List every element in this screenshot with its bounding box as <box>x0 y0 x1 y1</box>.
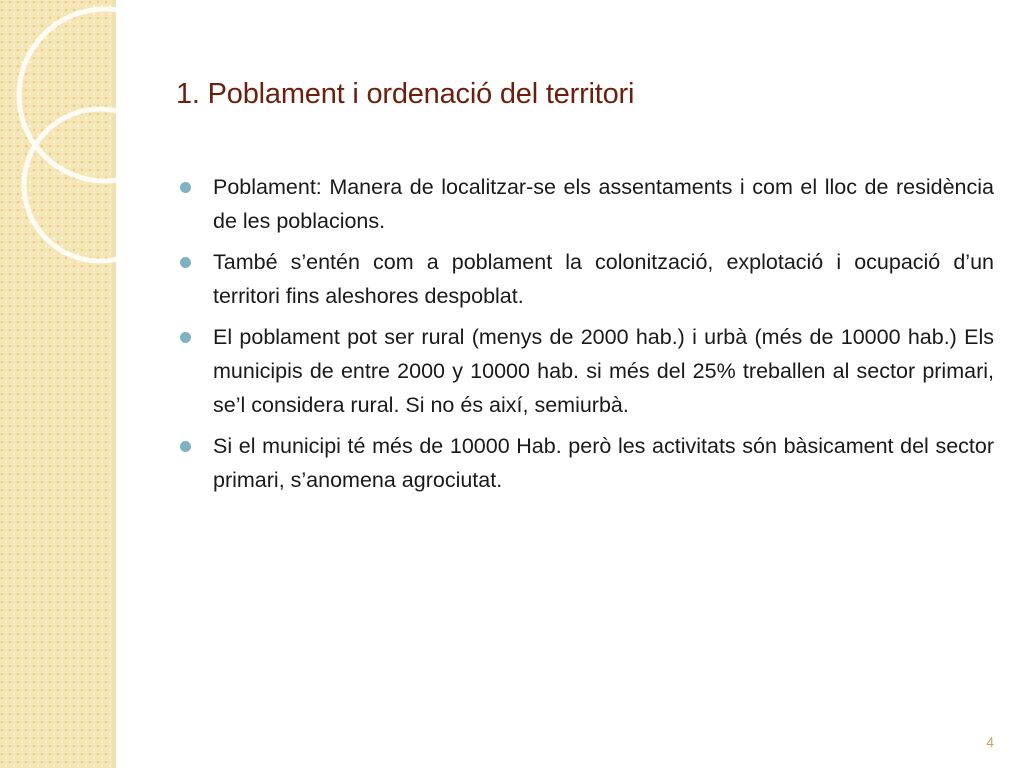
bullet-dot-icon <box>180 441 191 452</box>
bullet-list <box>172 170 994 504</box>
bullet-text: Poblament: Manera de localitzar-se els assentaments i com el lloc de residència de les poblacions. <box>213 175 994 233</box>
slide-title: 1. Poblament i ordenació del territori <box>176 78 635 110</box>
bullet-dot-icon <box>180 332 191 343</box>
bullet-text: També s’entén com a poblament la colonització, explotació i ocupació d’un territori fins aleshores despoblat. <box>213 250 994 308</box>
list-item <box>172 320 994 422</box>
list-item <box>172 429 994 497</box>
bullet-dot-icon <box>180 257 191 268</box>
page-number: 4 <box>986 734 994 750</box>
bullet-dot-icon <box>180 182 191 193</box>
bullet-text: Si el municipi té més de 10000 Hab. però les activitats són bàsicament del sector primari, s’anomena agrociutat. <box>213 434 994 492</box>
list-item <box>172 245 994 313</box>
decorative-rings <box>0 0 200 300</box>
bullet-text: El poblament pot ser rural (menys de 2000 hab.) i urbà (més de 10000 hab.) Els municipis de entre 2000 y 10000 hab. si més del 25% treballen al sector primari, se’l considera rural. Si no és així, semiurbà. <box>213 325 994 417</box>
list-item <box>172 170 994 238</box>
